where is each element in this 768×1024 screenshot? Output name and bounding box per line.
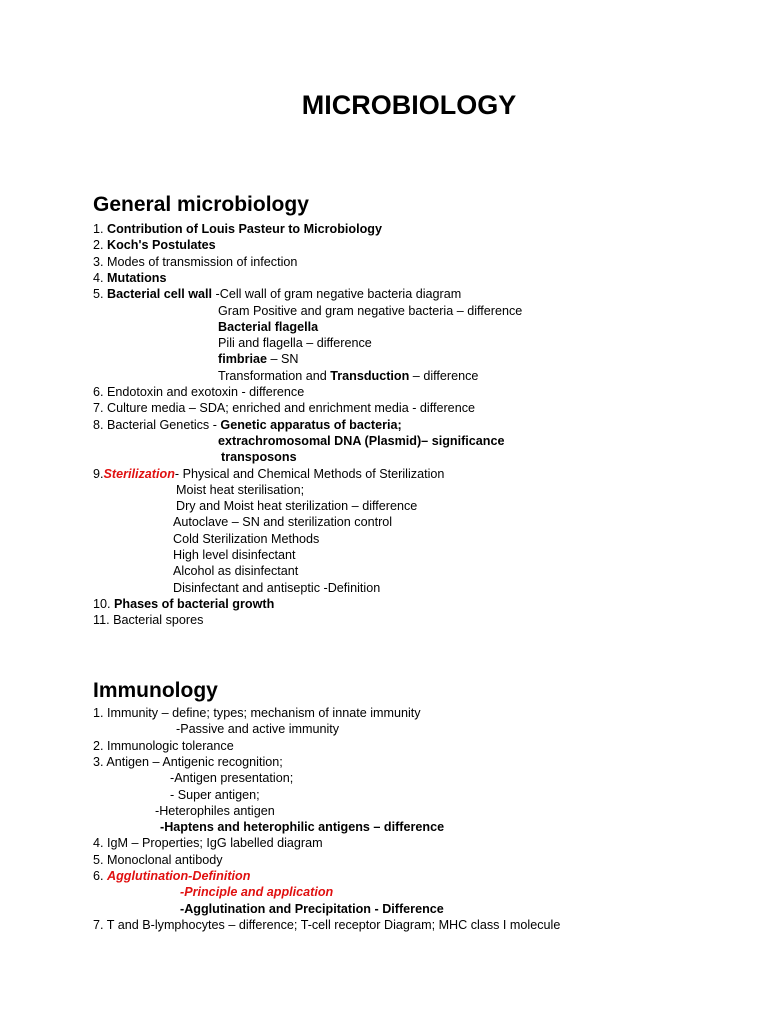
item-number: 1. bbox=[93, 222, 108, 236]
item-text: – difference bbox=[409, 368, 479, 383]
item-text: Cold Sterilization Methods bbox=[173, 531, 320, 546]
general-topic-item bbox=[218, 303, 522, 319]
immunology-topic-item bbox=[160, 819, 444, 835]
item-text: Disinfectant and antiseptic -Definition bbox=[173, 580, 381, 595]
item-highlight: Sterilization bbox=[103, 466, 175, 481]
immunology-topic-item bbox=[93, 852, 223, 868]
item-text: Moist heat sterilisation; bbox=[176, 482, 305, 497]
general-topic-item bbox=[93, 596, 274, 612]
item-bold-text: Koch's Postulates bbox=[107, 238, 216, 253]
general-topic-item bbox=[173, 547, 296, 563]
general-topic-item bbox=[218, 433, 504, 449]
item-number: 7. bbox=[93, 401, 108, 416]
item-text: Alcohol as disinfectant bbox=[173, 564, 299, 579]
immunology-topic-item bbox=[155, 803, 275, 819]
item-text: Antigen – Antigenic recognition; bbox=[106, 754, 283, 769]
item-bold-text: -Haptens and heterophilic antigens – difference bbox=[160, 820, 445, 835]
item-text: Bacterial spores bbox=[113, 613, 204, 628]
item-number: 11. bbox=[93, 613, 114, 628]
general-topic-item bbox=[218, 319, 318, 335]
item-text: T and B-lymphocytes – difference; T-cell receptor Diagram; MHC class I molecule bbox=[106, 917, 561, 932]
immunology-topic-item bbox=[93, 738, 234, 754]
general-topic-item bbox=[218, 351, 299, 367]
item-text: - Physical and Chemical Methods of Sterilization bbox=[174, 466, 445, 481]
general-topic-item bbox=[176, 498, 417, 514]
item-text: Modes of transmission of infection bbox=[107, 254, 298, 269]
item-bold-text: Transduction bbox=[330, 368, 410, 383]
general-topic-item bbox=[173, 531, 319, 547]
immunology-topic-item bbox=[93, 705, 421, 721]
item-text: Pili and flagella – difference bbox=[218, 336, 372, 351]
item-number: 6. bbox=[93, 385, 108, 399]
immunology-topic-item bbox=[180, 901, 444, 917]
item-bold-text: Genetic apparatus of bacteria; bbox=[220, 417, 402, 432]
general-topic-item bbox=[93, 270, 166, 286]
general-topic-item bbox=[93, 237, 216, 253]
general-topic-item bbox=[93, 254, 297, 270]
item-bold-text: Bacterial flagella bbox=[218, 319, 319, 334]
item-number: 5. bbox=[93, 852, 108, 867]
section-heading-immunology: Immunology bbox=[93, 679, 218, 702]
item-text: -Antigen presentation; bbox=[170, 771, 294, 786]
item-text: Autoclave – SN and sterilization control bbox=[173, 515, 393, 530]
item-number: 9. bbox=[93, 466, 104, 481]
item-text: Gram Positive and gram negative bacteria – difference bbox=[218, 303, 523, 318]
immunology-topic-item bbox=[180, 884, 333, 900]
item-number: 3. bbox=[93, 754, 107, 769]
item-bold-text: -Agglutination and Precipitation - Difference bbox=[180, 901, 444, 916]
immunology-topic-item bbox=[93, 917, 560, 933]
item-number: 2. bbox=[93, 238, 108, 253]
general-topic-item bbox=[93, 417, 402, 433]
general-topic-item bbox=[93, 384, 304, 400]
immunology-topic-item bbox=[93, 754, 283, 770]
item-text: -Heterophiles antigen bbox=[155, 803, 275, 818]
immunology-topic-item bbox=[170, 770, 293, 786]
item-number: 7. bbox=[93, 917, 107, 932]
general-topic-item bbox=[221, 449, 297, 465]
immunology-topic-item bbox=[176, 721, 339, 737]
item-text: Immunologic tolerance bbox=[107, 738, 234, 753]
item-bold-text: fimbriae bbox=[218, 352, 267, 367]
general-topic-item bbox=[93, 466, 444, 482]
item-text: Bacterial Genetics - bbox=[107, 417, 221, 432]
general-topic-item bbox=[93, 400, 475, 416]
item-bold-text: Phases of bacterial growth bbox=[114, 596, 275, 611]
item-bold-text: extrachromosomal DNA (Plasmid)– significance bbox=[218, 433, 505, 448]
item-number: 10. bbox=[93, 596, 115, 611]
item-bold-text: Mutations bbox=[107, 270, 167, 285]
item-number: 2. bbox=[93, 738, 108, 753]
item-text: Culture media – SDA; enriched and enrichment media - difference bbox=[107, 401, 475, 416]
general-topic-item bbox=[93, 612, 203, 628]
item-text: - Super antigen; bbox=[170, 787, 260, 802]
immunology-topic-item bbox=[93, 835, 323, 851]
item-number: 4. bbox=[93, 836, 108, 851]
item-text: – SN bbox=[267, 352, 299, 367]
immunology-topic-item bbox=[170, 787, 260, 803]
document-title: MICROBIOLOGY bbox=[301, 90, 517, 120]
general-topic-item bbox=[173, 563, 298, 579]
immunology-topic-item bbox=[93, 868, 250, 884]
item-text: IgM – Properties; IgG labelled diagram bbox=[107, 836, 323, 851]
item-number: 1. bbox=[93, 706, 108, 720]
item-bold-text: Bacterial cell wall bbox=[107, 287, 213, 302]
item-number: 4. bbox=[93, 270, 108, 285]
general-topic-item bbox=[173, 514, 392, 530]
general-topic-item bbox=[176, 482, 304, 498]
item-text: High level disinfectant bbox=[173, 548, 296, 562]
item-highlight: -Principle and application bbox=[180, 885, 334, 900]
item-text: Transformation and bbox=[218, 368, 331, 383]
general-topic-item bbox=[218, 335, 372, 351]
item-number: 5. bbox=[93, 287, 108, 302]
item-number: 8. bbox=[93, 417, 108, 432]
item-number: 6. bbox=[93, 869, 108, 883]
item-text: Monoclonal antibody bbox=[107, 852, 223, 867]
general-topic-item bbox=[218, 368, 478, 384]
item-bold-text: Contribution of Louis Pasteur to Microbiology bbox=[107, 222, 382, 236]
general-topic-item bbox=[173, 580, 380, 596]
item-bold-text: transposons bbox=[221, 450, 297, 465]
item-text: -Passive and active immunity bbox=[176, 722, 340, 737]
item-number: 3. bbox=[93, 254, 108, 269]
item-text: Dry and Moist heat sterilization – difference bbox=[176, 499, 418, 514]
item-text: Immunity – define; types; mechanism of innate immunity bbox=[107, 706, 421, 720]
general-topic-item bbox=[93, 221, 382, 237]
item-text: -Cell wall of gram negative bacteria diagram bbox=[212, 287, 462, 302]
item-highlight: Agglutination-Definition bbox=[107, 869, 251, 883]
section-heading-general: General microbiology bbox=[93, 193, 309, 216]
general-topic-item bbox=[93, 286, 461, 302]
item-text: Endotoxin and exotoxin - difference bbox=[107, 385, 305, 399]
